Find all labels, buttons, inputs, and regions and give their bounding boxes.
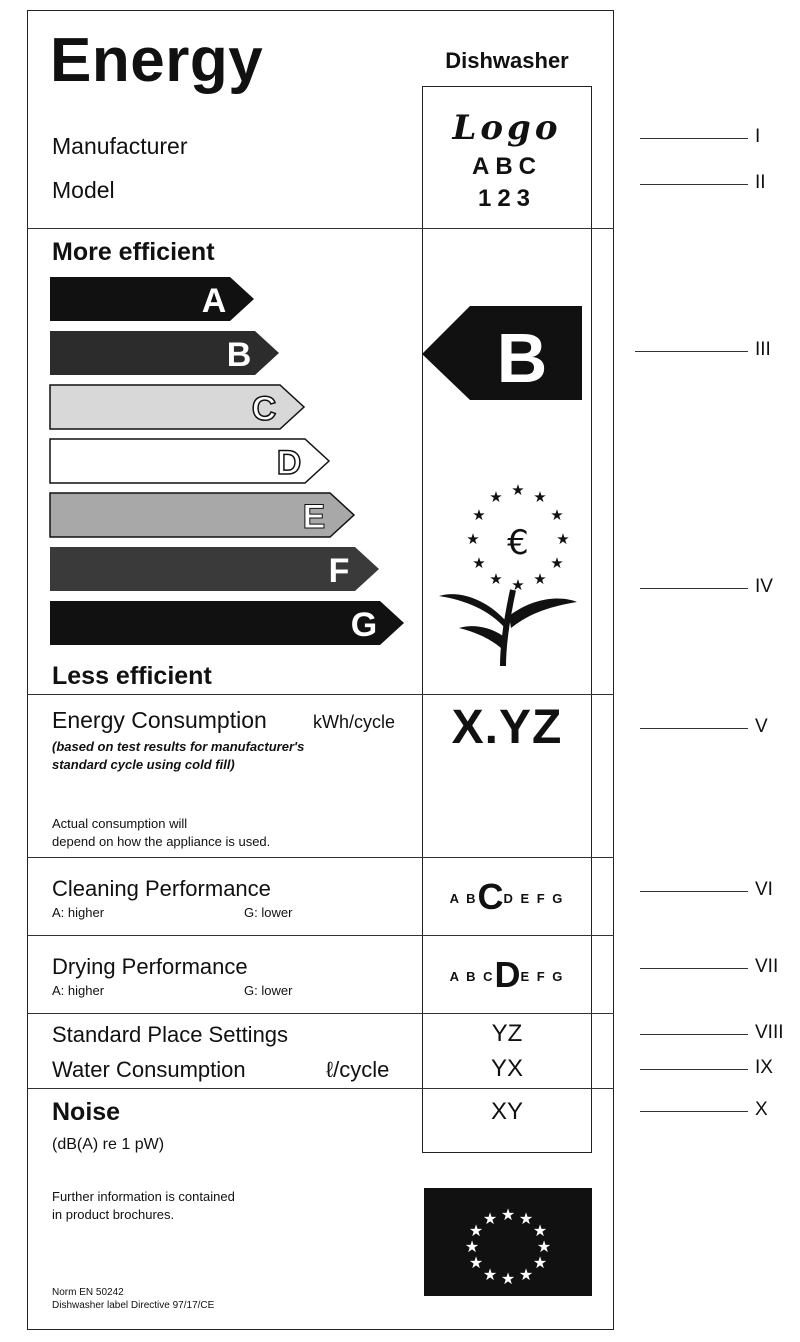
flower-star-8: ★	[489, 570, 503, 588]
eu-star-11: ★	[468, 1221, 484, 1240]
drying-rating: D	[494, 954, 521, 995]
manufacturer-value: ABC	[472, 153, 542, 180]
eu-star-5: ★	[532, 1253, 548, 1272]
callout-line-6	[640, 891, 748, 892]
manufacturer-label: Manufacturer	[52, 133, 188, 159]
flower-star-4: ★	[556, 530, 570, 548]
class-letter-e: E	[302, 498, 326, 536]
class-letter-c: C	[251, 390, 277, 428]
eu-star-1: ★	[500, 1205, 516, 1224]
cleaning-rating: C	[477, 876, 504, 917]
class-bar-b	[50, 331, 285, 373]
ecolabel-euro-letter: €	[507, 523, 529, 563]
callout-line-3	[635, 351, 748, 352]
callout-line-4	[640, 588, 748, 589]
drying-scale-after: E F G	[520, 969, 565, 984]
energy-consumption-value: X.YZ	[451, 701, 563, 754]
callout-7: VII	[755, 956, 779, 977]
class-bar-c	[50, 385, 312, 427]
energy-note-line-1: (based on test results for manufacturer's	[52, 739, 305, 754]
flower-star-12: ★	[489, 488, 503, 506]
cleaning-scale-after: D E F G	[503, 891, 565, 906]
cleaning-performance-label: Cleaning Performance	[52, 876, 271, 901]
drying-scale-before: A B C	[449, 969, 495, 984]
cleaning-higher-label: A: higher	[52, 905, 105, 920]
cleaning-lower-label: G: lower	[244, 905, 293, 920]
drying-performance-label: Drying Performance	[52, 954, 248, 979]
callout-line-8	[640, 1034, 748, 1035]
class-letter-a: A	[201, 282, 227, 320]
class-letter-f: F	[328, 552, 350, 590]
class-bar-d	[50, 439, 337, 481]
further-info-line-2: in product brochures.	[52, 1206, 175, 1222]
cleaning-scale	[422, 876, 592, 918]
manufacturer-logo: Logo	[452, 108, 562, 148]
flower-star-1: ★	[511, 481, 525, 499]
eu-ecolabel-flower	[435, 478, 585, 673]
noise-unit: (dB(A) re 1 pW)	[52, 1136, 165, 1153]
flower-star-11: ★	[472, 506, 486, 524]
class-letter-g: G	[350, 606, 378, 644]
actual-consumption-note	[52, 815, 270, 850]
energy-note	[52, 738, 304, 773]
callout-8: VIII	[755, 1022, 784, 1043]
eu-star-7: ★	[500, 1269, 516, 1288]
eu-star-10: ★	[464, 1237, 480, 1256]
callout-6: VI	[755, 879, 773, 900]
energy-consumption-label: Energy Consumption	[52, 707, 267, 733]
less-efficient-label: Less efficient	[52, 662, 212, 690]
water-consumption-value: YX	[490, 1055, 523, 1082]
divider-efficiency	[27, 694, 614, 695]
eu-star-3: ★	[532, 1221, 548, 1240]
eu-star-4: ★	[536, 1237, 552, 1256]
callout-line-5	[640, 728, 748, 729]
drying-higher-label: A: higher	[52, 983, 105, 998]
callout-3: III	[755, 339, 771, 360]
flower-leaf-right	[509, 599, 577, 628]
callout-9: IX	[755, 1057, 773, 1078]
flower-star-3: ★	[550, 506, 564, 524]
flower-leaf-left	[439, 594, 505, 628]
rating-letter: B	[496, 319, 548, 397]
further-info-note	[52, 1188, 235, 1223]
divider-energy	[27, 857, 614, 858]
energy-unit: kWh/cycle	[313, 712, 396, 732]
eu-flag-logo	[424, 1188, 592, 1296]
flower-leaf-lower	[459, 626, 503, 648]
eu-star-8: ★	[482, 1265, 498, 1284]
class-letter-b: B	[226, 336, 252, 374]
energy-note-line-2: standard cycle using cold fill)	[52, 756, 235, 772]
model-value: 123	[477, 185, 537, 212]
callout-line-9	[640, 1069, 748, 1070]
divider-cleaning	[27, 935, 614, 936]
eu-star-12: ★	[482, 1209, 498, 1228]
class-letter-d: D	[276, 444, 302, 482]
cleaning-scale-before: A B	[449, 891, 478, 906]
callout-line-2	[640, 184, 748, 185]
noise-value: XY	[490, 1098, 523, 1125]
callout-line-10	[640, 1111, 748, 1112]
flower-star-7: ★	[511, 576, 525, 594]
flower-star-10: ★	[466, 530, 480, 548]
flower-star-2: ★	[533, 488, 547, 506]
divider-drying	[27, 1013, 614, 1014]
eu-star-6: ★	[518, 1265, 534, 1284]
class-bar-f	[50, 547, 387, 589]
model-label: Model	[52, 177, 115, 203]
further-info-line-1: Further information is contained	[52, 1189, 235, 1204]
callout-1: I	[755, 126, 761, 147]
flower-star-5: ★	[550, 554, 564, 572]
norm-directive	[52, 1286, 214, 1312]
water-unit: ℓ/cycle	[326, 1057, 390, 1082]
directive-text: Dishwasher label Directive 97/17/CE	[52, 1300, 215, 1311]
more-efficient-label: More efficient	[52, 238, 215, 266]
noise-label: Noise	[52, 1098, 121, 1126]
class-bar-g	[50, 601, 412, 643]
eu-star-2: ★	[518, 1209, 534, 1228]
flower-star-9: ★	[472, 554, 486, 572]
appliance-type: Dishwasher	[445, 48, 569, 73]
flower-star-6: ★	[533, 570, 547, 588]
divider-water	[27, 1088, 614, 1089]
callout-line-1	[640, 138, 748, 139]
actual-consumption-line-2: depend on how the appliance is used.	[52, 833, 271, 849]
water-consumption-label: Water Consumption	[52, 1057, 246, 1082]
callout-line-7	[640, 968, 748, 969]
class-bar-e	[50, 493, 362, 535]
eu-star-9: ★	[468, 1253, 484, 1272]
callout-5: V	[755, 716, 768, 737]
divider-identity	[27, 228, 614, 229]
callout-10: X	[755, 1099, 768, 1120]
label-title: Energy	[50, 26, 264, 95]
callout-4: IV	[755, 576, 773, 597]
callout-2: II	[755, 172, 766, 193]
place-settings-value: YZ	[491, 1020, 523, 1047]
rating-arrow	[422, 306, 584, 407]
drying-lower-label: G: lower	[244, 983, 293, 998]
norm-text: Norm EN 50242	[52, 1287, 124, 1298]
place-settings-label: Standard Place Settings	[52, 1022, 289, 1047]
drying-scale	[422, 954, 592, 996]
actual-consumption-line-1: Actual consumption will	[52, 816, 188, 831]
flower-stem	[503, 590, 513, 666]
class-bar-a	[50, 277, 260, 319]
